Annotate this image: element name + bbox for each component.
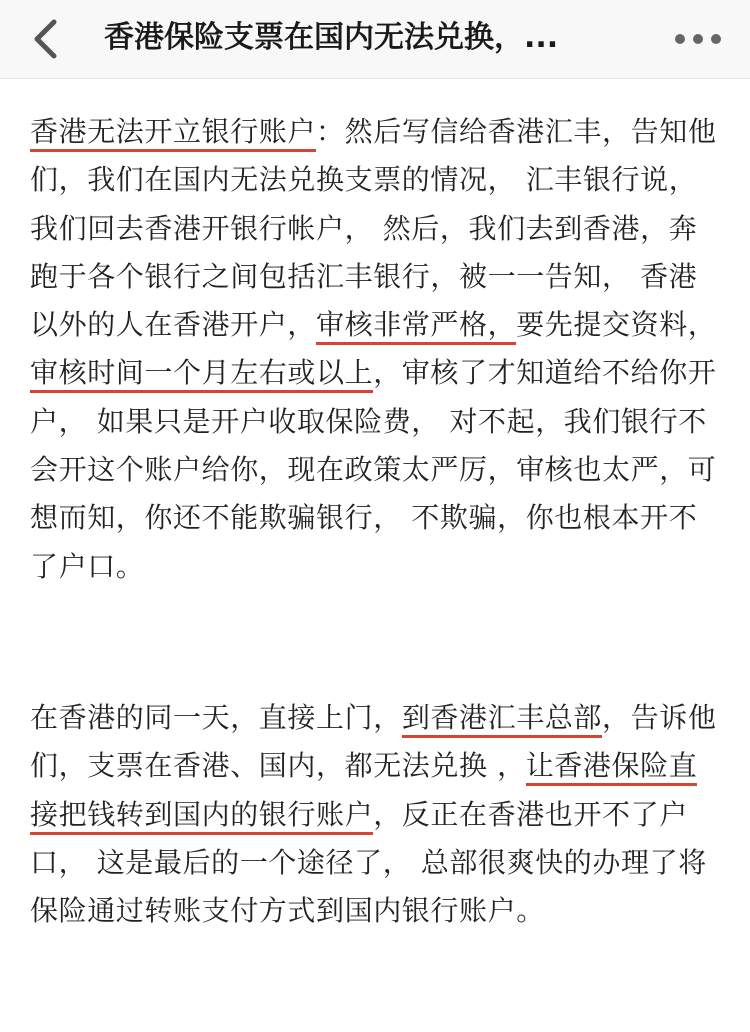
top-nav-bar <box>0 0 750 79</box>
paragraph-text: ，审核了才知道给不给你开户， 如果只是开户收取保险费， 对不起，我们银行不会开这个账户给你，现在政策太严厉，审核也太严，可想而知，你还不能欺骗银行， 不欺骗，你也根本开不了户口。 <box>30 356 717 583</box>
chevron-left-icon <box>22 14 72 64</box>
article-paragraph-1 <box>30 108 720 591</box>
highlighted-text: 让香港保险直接把钱转到国内的银行账户 <box>30 749 697 834</box>
highlighted-text: 香港无法开立银行账户 <box>30 115 316 152</box>
page-title: 香港保险支票在国内无法兑换，... <box>104 20 559 55</box>
highlighted-text: 审核非常严格， <box>316 308 516 345</box>
paragraph-text: ，反正在香港也开不了户口， 这是最后的一个途径了， 总部很爽快的办理了将保险通过转账支付方式到国内银行账户。 <box>30 797 707 928</box>
back-button[interactable] <box>22 14 72 64</box>
paragraph-text: ：然后写信给香港汇丰，告知他们，我们在国内无法兑换支票的情况， 汇丰银行说，我们回去香港开银行帐户， 然后，我们去到香港，奔跑于各个银行之间包括汇丰银行，被一一告知， 香港以外的人在香港开户， <box>30 115 717 342</box>
highlighted-text: 到香港汇丰总部 <box>402 701 602 738</box>
article-paragraph-2 <box>30 694 720 935</box>
paragraph-text: 要先提交资料， <box>516 308 717 342</box>
paragraph-text: 在香港的同一天，直接上门， <box>30 701 402 734</box>
paragraph-text: ，告诉他们，支票在香港、国内，都无法兑换 ， <box>30 701 717 783</box>
highlighted-text: 审核时间一个月左右或以上 <box>30 356 373 393</box>
more-button[interactable] <box>672 24 724 54</box>
more-horizontal-icon <box>672 24 724 54</box>
